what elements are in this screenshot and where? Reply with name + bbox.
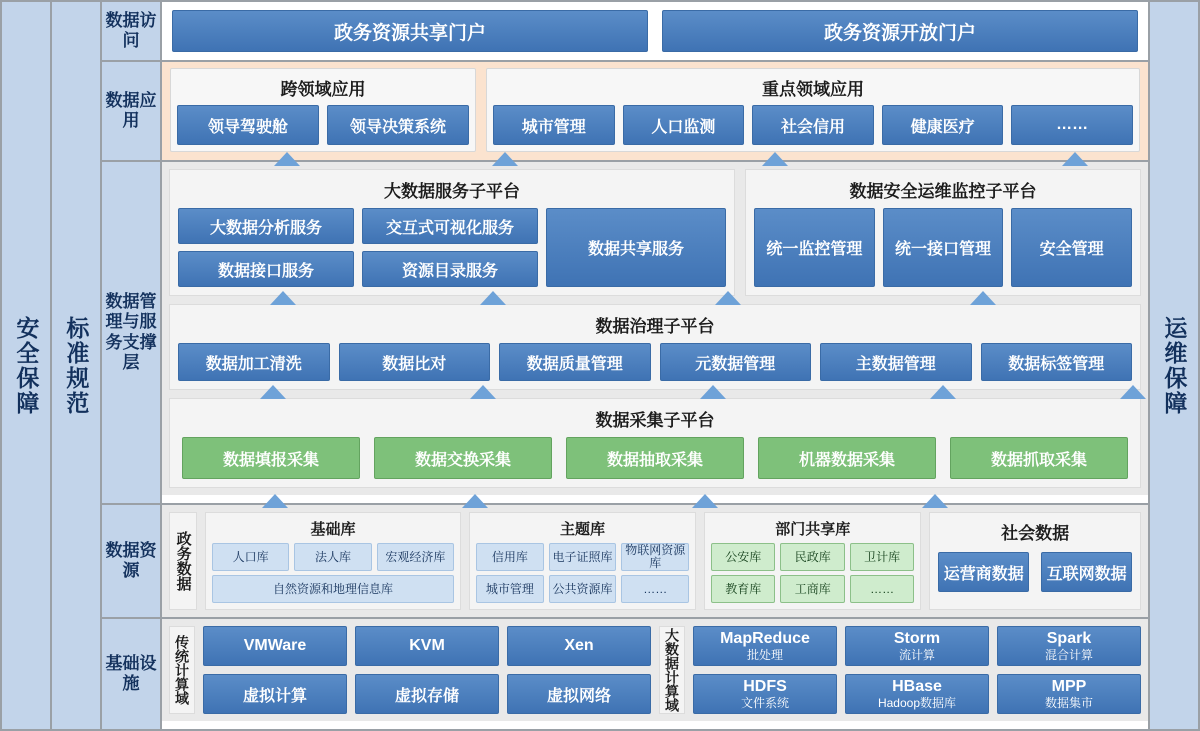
subplatform-collection [169,398,1141,488]
app-city-management[interactable]: 城市管理 [493,105,615,145]
infra-hbase-title: HBase [892,678,942,696]
portal-open-button[interactable]: 政务资源开放门户 [662,10,1138,52]
right-bar-operations [1148,2,1198,729]
lib-population[interactable]: 人口库 [212,543,289,571]
app-social-credit[interactable]: 社会信用 [752,105,874,145]
traditional-domain-label [169,626,195,714]
infra-spark[interactable] [997,626,1141,666]
data-access-portals [162,2,1148,60]
lib-public-resource[interactable]: 公共资源库 [549,575,617,603]
gov-data-label [169,512,197,610]
arrow-up-4 [1062,152,1088,166]
app-health-care[interactable]: 健康医疗 [882,105,1004,145]
infra-virtual-compute[interactable]: 虚拟计算 [203,674,347,714]
lib-e-certificate[interactable]: 电子证照库 [549,543,617,571]
gov-data-comparison[interactable]: 数据比对 [339,343,491,381]
infra-vmware[interactable]: VMWare [203,626,347,666]
arrow-gov-1 [270,291,296,305]
gov-master-data[interactable]: 主数据管理 [820,343,972,381]
portal-share-button[interactable]: 政务资源共享门户 [172,10,648,52]
management-stack [162,162,1148,495]
bigdata-domain-grid [693,626,1141,714]
lib-industry-commerce[interactable]: 工商库 [780,575,844,603]
arrow-col-1 [260,385,286,399]
arrow-res-4 [922,494,948,508]
right-bar-operations-label: 运维保障 [1161,315,1188,416]
subplatform-governance-title: 数据治理子平台 [595,317,715,336]
lib-education[interactable]: 教育库 [711,575,775,603]
collect-exchange[interactable]: 数据交换采集 [374,437,552,479]
svc-bigdata-analysis[interactable]: 大数据分析服务 [178,208,354,244]
collect-crawling[interactable]: 数据抓取采集 [950,437,1128,479]
lib-theme-more[interactable]: …… [621,575,689,603]
library-department-shared-title: 部门共享库 [775,521,851,538]
library-department-shared [704,512,921,610]
arrow-gov-4 [970,291,996,305]
svc-interactive-visualization[interactable]: 交互式可视化服务 [362,208,538,244]
bigdata-domain-label-text: 大数据计算域 [664,628,681,712]
gov-data-label-text: 政务数据 [174,531,192,591]
panel-cross-domain-title: 跨领域应用 [280,80,366,99]
panel-key-domain [486,68,1140,152]
infra-storm-sub: 流计算 [898,648,935,663]
row-data-access [102,2,1148,62]
lib-department-more[interactable]: …… [850,575,914,603]
infra-mpp-sub: 数据集市 [1044,696,1093,711]
left-bar-security [2,2,52,729]
social-internet-data[interactable]: 互联网数据 [1041,552,1132,592]
svc-data-interface[interactable]: 数据接口服务 [178,251,354,287]
infra-mpp[interactable] [997,674,1141,714]
lib-public-security[interactable]: 公安库 [711,543,775,571]
infra-mpp-title: MPP [1051,678,1087,696]
infra-spark-title: Spark [1046,630,1092,648]
row-label-data-application: 数据应用 [102,62,162,160]
lib-macro-economy[interactable]: 宏观经济库 [377,543,454,571]
social-data-group [929,512,1141,610]
arrow-gov-2 [480,291,506,305]
diagram-body [102,2,1148,729]
infra-virtual-network[interactable]: 虚拟网络 [507,674,651,714]
lib-health-planning[interactable]: 卫计库 [850,543,914,571]
collect-form-filling[interactable]: 数据填报采集 [182,437,360,479]
arrow-col-2 [470,385,496,399]
lib-iot-resource[interactable]: 物联网资源库 [621,543,689,571]
library-theme-title: 主题库 [560,521,606,538]
infra-spark-sub: 混合计算 [1044,648,1093,663]
traditional-domain-grid [203,626,651,714]
sec-unified-monitoring[interactable]: 统一监控管理 [754,208,875,287]
arrow-col-4 [930,385,956,399]
infra-mapreduce-title: MapReduce [720,630,810,648]
arrow-col-3 [700,385,726,399]
infra-hdfs[interactable] [693,674,837,714]
arrow-res-1 [262,494,288,508]
traditional-domain-label-text: 传统计算域 [174,635,191,705]
svc-resource-catalog[interactable]: 资源目录服务 [362,251,538,287]
infra-storm[interactable] [845,626,989,666]
arrow-gov-3 [715,291,741,305]
lib-civil-affairs[interactable]: 民政库 [780,543,844,571]
row-data-resources [102,505,1148,619]
row-label-data-management: 数据管理与服务支撑层 [102,162,162,503]
arrow-res-3 [692,494,718,508]
app-leader-cockpit[interactable]: 领导驾驶舱 [177,105,319,145]
gov-metadata[interactable]: 元数据管理 [660,343,812,381]
lib-city-management[interactable]: 城市管理 [476,575,544,603]
row-label-infrastructure: 基础设施 [102,619,162,729]
data-application-panels [162,62,1148,160]
arrow-up-2 [492,152,518,166]
lib-legal-person[interactable]: 法人库 [294,543,371,571]
library-theme [469,512,696,610]
subplatform-collection-title: 数据采集子平台 [595,411,715,430]
collect-machine-data[interactable]: 机器数据采集 [758,437,936,479]
subplatform-bigdata-service-title: 大数据服务子平台 [384,182,521,201]
subplatform-governance [169,304,1141,390]
svc-data-sharing[interactable]: 数据共享服务 [546,208,726,287]
gov-data-quality[interactable]: 数据质量管理 [499,343,651,381]
left-bar-security-label: 安全保障 [13,315,40,416]
row-label-data-resources: 数据资源 [102,505,162,617]
row-data-application [102,62,1148,162]
bigdata-domain-label [659,626,685,714]
infra-hdfs-title: HDFS [743,678,787,696]
library-basic [205,512,461,610]
infra-mapreduce-sub: 批处理 [746,648,783,663]
social-operator-data[interactable]: 运营商数据 [938,552,1029,592]
arrow-up-1 [274,152,300,166]
infra-hbase-sub: Hadoop数据库 [877,696,957,711]
app-leader-decision[interactable]: 领导决策系统 [327,105,469,145]
data-resources-area [162,505,1148,617]
arrow-col-5 [1120,385,1146,399]
gov-data-tagging[interactable]: 数据标签管理 [981,343,1133,381]
infra-hdfs-sub: 文件系统 [740,696,789,711]
subplatform-bigdata-service [169,169,735,296]
sec-unified-interface[interactable]: 统一接口管理 [883,208,1004,287]
panel-cross-domain [170,68,476,152]
left-bar-standards [52,2,102,729]
arrow-res-2 [462,494,488,508]
row-infrastructure [102,619,1148,729]
sec-security-management[interactable]: 安全管理 [1011,208,1132,287]
app-population-monitoring[interactable]: 人口监测 [623,105,745,145]
row-label-data-access: 数据访问 [102,2,162,60]
row-data-management [102,162,1148,505]
lib-credit[interactable]: 信用库 [476,543,544,571]
app-more[interactable]: …… [1011,105,1133,145]
collect-extraction[interactable]: 数据抽取采集 [566,437,744,479]
infra-kvm[interactable]: KVM [355,626,499,666]
panel-key-domain-title: 重点领域应用 [762,80,864,99]
subplatform-security-ops [745,169,1141,296]
infra-xen[interactable]: Xen [507,626,651,666]
infra-storm-title: Storm [893,630,941,648]
left-bar-standards-label: 标准规范 [63,315,90,416]
infrastructure-area [162,619,1148,721]
lib-natural-geo[interactable]: 自然资源和地理信息库 [212,575,454,603]
subplatform-security-ops-title: 数据安全运维监控子平台 [849,182,1037,201]
infra-mapreduce[interactable] [693,626,837,666]
social-data-title: 社会数据 [1001,524,1070,543]
infra-hbase[interactable] [845,674,989,714]
arrow-up-3 [762,152,788,166]
infra-virtual-storage[interactable]: 虚拟存储 [355,674,499,714]
library-basic-title: 基础库 [310,521,356,538]
gov-data-cleaning[interactable]: 数据加工清洗 [178,343,330,381]
